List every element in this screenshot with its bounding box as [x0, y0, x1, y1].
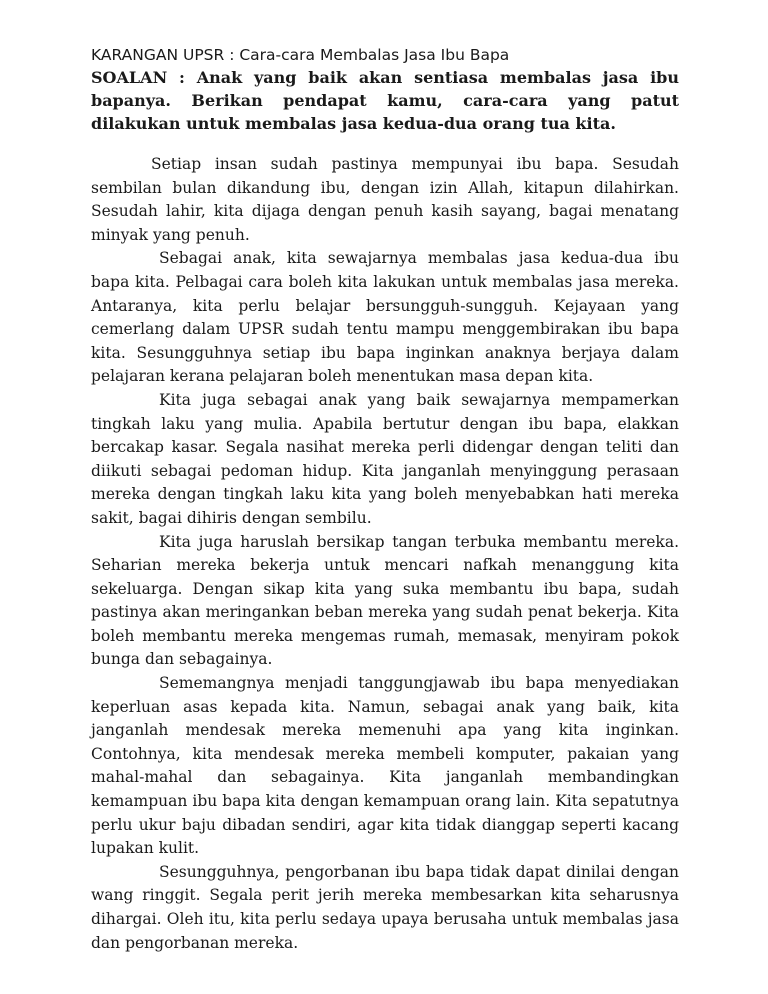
paragraph-4: Kita juga haruslah bersikap tangan terbuka membantu mereka. Seharian mereka bekerja untuk mencari nafkah menanggung kita sekeluarga. Dengan sikap kita yang suka membantu ibu bapa, sudah pastinya akan meringankan beban mereka yang sudah penat bekerja. Kita boleh membantu mereka mengemas rumah, memasak, menyiram pokok bunga dan sebagainya. — [91, 532, 679, 669]
document-page — [91, 44, 679, 955]
question-text: SOALAN : Anak yang baik akan sentiasa membalas jasa ibu bapanya. Berikan pendapat kamu, cara-cara yang patut dilakukan untuk membalas jasa kedua-dua orang tua kita. — [91, 68, 679, 133]
paragraph-5: Sememangnya menjadi tanggungjawab ibu bapa menyediakan keperluan asas kepada kita. Namun, sebagai anak yang baik, kita janganlah mendesak mereka memenuhi apa yang kita inginkan. Contohnya, kita mendesak mereka membeli komputer, pakaian yang mahal-mahal dan sebagainya. Kita janganlah membandingkan kemampuan ibu bapa kita dengan kemampuan orang lain. Kita sepatutnya perlu ukur baju dibadan sendiri, agar kita tidak dianggap seperti kacang lupakan kulit. — [91, 674, 679, 858]
document-title: KARANGAN UPSR : Cara-cara Membalas Jasa Ibu Bapa — [91, 46, 510, 64]
paragraph-1: Setiap insan sudah pastinya mempunyai ibu bapa. Sesudah sembilan bulan dikandung ibu, dengan izin Allah, kitapun dilahirkan. Sesudah lahir, kita dijaga dengan penuh kasih sayang, bagai menatang minyak yang penuh. — [91, 155, 679, 244]
paragraph-3: Kita juga sebagai anak yang baik sewajarnya mempamerkan tingkah laku yang mulia. Apabila bertutur dengan ibu bapa, elakkan bercakap kasar. Segala nasihat mereka perli didengar dengan teliti dan diikuti sebagai pedoman hidup. Kita janganlah menyinggung perasaan mereka dengan tingkah laku kita yang boleh menyebabkan hati mereka sakit, bagai dihiris dengan sembilu. — [91, 390, 679, 527]
paragraph-2: Sebagai anak, kita sewajarnya membalas jasa kedua-dua ibu bapa kita. Pelbagai cara boleh kita lakukan untuk membalas jasa mereka. Antaranya, kita perlu belajar bersungguh-sungguh. Kejayaan yang cemerlang dalam UPSR sudah tentu mampu menggembirakan ibu bapa kita. Sesungguhnya setiap ibu bapa inginkan anaknya berjaya dalam pelajaran kerana pelajaran boleh menentukan masa depan kita. — [91, 249, 679, 386]
paragraph-6: Sesungguhnya, pengorbanan ibu bapa tidak dapat dinilai dengan wang ringgit. Segala perit jerih mereka membesarkan kita seharusnya dihargai. Oleh itu, kita perlu sedaya upaya berusaha untuk membalas jasa dan pengorbanan mereka. — [91, 862, 679, 952]
